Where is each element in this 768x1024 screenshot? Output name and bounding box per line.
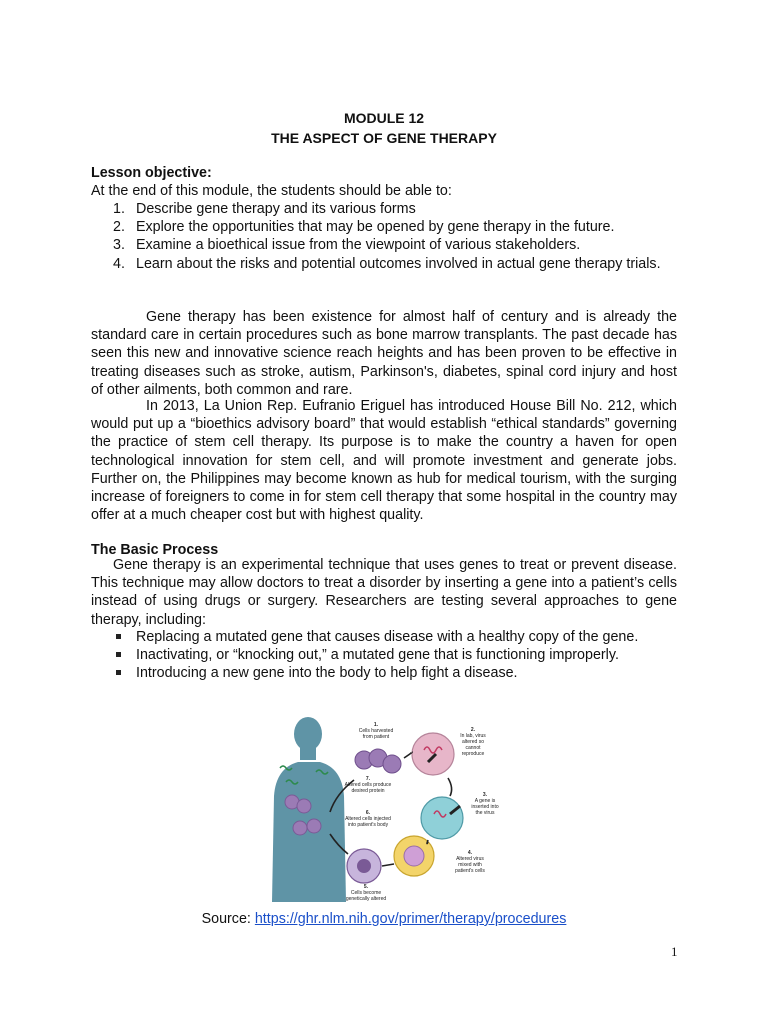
svg-text:inserted into: inserted into	[471, 804, 499, 810]
bullet-icon	[116, 670, 121, 675]
step-number: 1.	[373, 722, 379, 728]
objective-intro: At the end of this module, the students should be able to:	[91, 183, 452, 199]
list-number: 2.	[113, 219, 125, 236]
list-number: 1.	[113, 201, 125, 217]
svg-text:Altered virus: Altered virus	[456, 856, 484, 862]
step-number: 4.	[467, 850, 473, 856]
virus-cell	[412, 733, 454, 775]
svg-text:Cells become: Cells become	[350, 890, 382, 896]
objective-list	[91, 200, 677, 273]
svg-text:desired protein: desired protein	[351, 788, 385, 794]
svg-text:mixed with: mixed with	[458, 862, 482, 868]
svg-text:In lab, virus: In lab, virus	[460, 733, 486, 739]
svg-text:Altered cells produce: Altered cells produce	[344, 782, 392, 788]
svg-text:Cells harvested: Cells harvested	[358, 728, 394, 734]
objective-text: Describe gene therapy and its various forms	[136, 201, 416, 217]
objective-text: Examine a bioethical issue from the viewpoint of various stakeholders.	[136, 237, 581, 254]
paragraph-history: Gene therapy has been existence for almost half of century and is already the standard care in certain procedures such as bone marrow transplants. The past decade has seen this new and innovative science reach heights and has been proven to be effective in treating diseases such as stroke, autism, Parkinson's, diabetes, spinal cord injury and host of other ailments, both common and rare.	[91, 309, 677, 398]
objective-heading: Lesson objective:	[91, 165, 212, 181]
objective-item	[91, 236, 677, 254]
source-link[interactable]: https://ghr.nlm.nih.gov/primer/therapy/procedures	[254, 911, 567, 927]
objective-text: Learn about the risks and potential outcomes involved in actual gene therapy trials.	[136, 255, 661, 272]
svg-text:patient's cells: patient's cells	[455, 868, 485, 874]
list-number: 3.	[113, 237, 125, 254]
bullet-icon	[116, 634, 121, 639]
objective-item	[91, 218, 677, 236]
svg-text:from patient: from patient	[362, 734, 390, 740]
step-number: 7.	[365, 776, 371, 782]
step-number: 3.	[482, 792, 488, 798]
figure-source	[0, 911, 768, 927]
step-number: 2.	[470, 727, 476, 733]
svg-text:altered so: altered so	[462, 739, 484, 745]
objective-item	[91, 200, 677, 218]
svg-text:cannot: cannot	[465, 745, 481, 751]
svg-text:reproduce: reproduce	[461, 751, 485, 757]
page-number: 1	[671, 944, 678, 959]
svg-text:genetically altered: genetically altered	[345, 896, 387, 902]
module-number: MODULE 12	[343, 110, 425, 126]
objective-text: Explore the opportunities that may be opened by gene therapy in the future.	[136, 219, 615, 236]
step-number: 5.	[363, 884, 369, 890]
svg-text:Altered cells injected: Altered cells injected	[345, 816, 391, 822]
source-label: Source:	[201, 911, 255, 927]
list-number: 4.	[113, 255, 125, 272]
gene-therapy-diagram	[268, 716, 500, 902]
list-item: Replacing a mutated gene that causes disease with a healthy copy of the gene.	[91, 628, 677, 646]
svg-text:the virus: the virus	[475, 810, 495, 816]
module-title: THE ASPECT OF GENE THERAPY	[271, 130, 497, 146]
harvested-cells	[355, 749, 401, 773]
list-item: Inactivating, or “knocking out,” a mutated gene that is functioning improperly.	[91, 646, 677, 664]
paragraph-house-bill: In 2013, La Union Rep. Eufranio Eriguel has introduced House Bill No. 212, which would put up a “bioethics advisory board” that would establish “ethical standards” governing the practice of stem cell therapy. Its purpose is to make the country a haven for open technological innovation for stem cell, and will promote investment and generate jobs. Further on, the Philippines may become known as hub for medical tourism, with the surging increase of foreigners to come in for stem cell therapy that some hospital in the country may offer at a much cheaper cost but with highest quality.	[91, 398, 677, 524]
objective-item	[91, 255, 677, 273]
svg-text:A gene is: A gene is	[474, 798, 496, 804]
basic-process-paragraph: Gene therapy is an experimental technique that uses genes to treat or prevent disease. This technique may allow doctors to treat a disorder by inserting a gene into a patient’s cells instead of using drugs or surgery. Researchers are testing several approaches to gene therapy, including:	[91, 557, 677, 628]
basic-process-heading: The Basic Process	[91, 542, 219, 558]
list-item: Introducing a new gene into the body to help fight a disease.	[91, 664, 677, 682]
modified-virus	[421, 797, 463, 839]
bullet-icon	[116, 652, 121, 657]
svg-text:into patient's body: into patient's body	[347, 822, 389, 828]
approaches-list	[91, 628, 677, 683]
step-number: 6.	[365, 810, 371, 816]
